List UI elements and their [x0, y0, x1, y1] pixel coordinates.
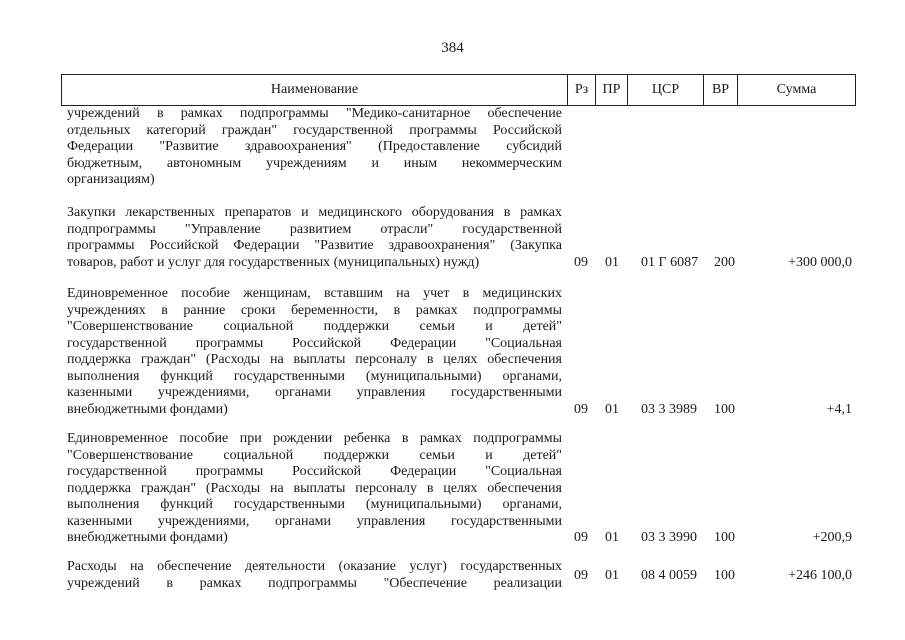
header-pr: ПР: [595, 75, 627, 105]
row-description: [67, 106, 562, 189]
cell-pr: 01: [605, 530, 619, 545]
text-line: поддержка граждан" (Расходы на выплаты персоналу в целях обеспечения: [67, 352, 562, 367]
row-description: [67, 559, 562, 592]
text-line: товаров, работ и услуг для государственных (муниципальных) нужд): [67, 254, 480, 270]
cell-csr: 01 Г 6087: [641, 254, 699, 270]
cell-sum: +200,9: [812, 530, 852, 545]
cell-rz: 09: [574, 401, 588, 417]
cell-csr: 03 3 3989: [641, 401, 697, 417]
cell-rz: 09: [574, 254, 588, 270]
text-line: "Совершенствование социальной поддержки семьи и детей": [67, 447, 562, 463]
text-line: поддержка граждан" (Расходы на выплаты персоналу в целях обеспечения: [67, 480, 562, 496]
cell-sum: +300 000,0: [788, 254, 852, 270]
text-line: учреждений в рамках подпрограммы "Обеспечение реализации: [67, 575, 562, 591]
text-line: "Совершенствование социальной поддержки семьи и детей": [67, 319, 562, 334]
text-line: казенными учреждениями, органами управления государственными: [67, 385, 562, 400]
cell-vr: 200: [714, 254, 735, 270]
cell-rz: 09: [574, 530, 588, 545]
text-line: казенными учреждениями, органами управления государственными: [67, 513, 562, 529]
row-description: [67, 286, 562, 418]
header-vr: ВР: [703, 75, 737, 105]
cell-pr: 01: [605, 568, 619, 583]
text-line: организациям): [67, 172, 155, 187]
cell-csr: 03 3 3990: [641, 530, 697, 545]
text-line: внебюджетными фондами): [67, 401, 228, 417]
cell-vr: 100: [714, 530, 735, 545]
cell-sum: +4,1: [826, 401, 852, 417]
cell-vr: 100: [714, 568, 735, 583]
text-line: учреждений в рамках подпрограммы "Медико-санитарное обеспечение: [67, 106, 562, 121]
text-line: бюджетным, автономным учреждениям и иным некоммерческим: [67, 155, 562, 171]
text-line: государственной программы Российской Федерации "Социальная: [67, 464, 562, 479]
cell-vr: 100: [714, 401, 735, 417]
text-line: отдельных категорий граждан" государственной программы Российской: [67, 122, 562, 138]
header-rz: Рз: [567, 75, 595, 105]
page-number: 384: [441, 40, 464, 56]
header-sum: Сумма: [737, 75, 855, 105]
text-line: выполнения функций государственными (муниципальными) органами,: [67, 497, 562, 512]
cell-pr: 01: [605, 254, 619, 270]
text-line: выполнения функций государственными (муниципальными) органами,: [67, 368, 562, 384]
cell-csr: 08 4 0059: [641, 568, 697, 583]
text-line: подпрограммы "Управление развитием отрасли" государственной: [67, 221, 562, 237]
row-description: [67, 431, 562, 547]
text-line: Федерации "Развитие здравоохранения" (Предоставление субсидий: [67, 139, 562, 154]
table-header: [61, 74, 856, 106]
text-line: Расходы на обеспечение деятельности (оказание услуг) государственных: [67, 559, 562, 574]
text-line: внебюджетными фондами): [67, 530, 228, 545]
text-line: программы Российской Федерации "Развитие здравоохранения" (Закупка: [67, 238, 562, 253]
cell-rz: 09: [574, 568, 588, 583]
text-line: Единовременное пособие женщинам, вставшим на учет в медицинских: [67, 286, 562, 301]
text-line: государственной программы Российской Федерации "Социальная: [67, 335, 562, 351]
header-name: Наименование: [270, 82, 359, 97]
cell-sum: +246 100,0: [788, 568, 852, 583]
text-line: учреждениях в ранние сроки беременности, в рамках подпрограммы: [67, 302, 562, 318]
text-line: Закупки лекарственных препаратов и медицинского оборудования в рамках: [67, 205, 562, 220]
cell-pr: 01: [605, 401, 619, 417]
row-description: [67, 205, 562, 271]
text-line: Единовременное пособие при рождении ребенка в рамках подпрограммы: [67, 431, 562, 446]
header-csr: ЦСР: [627, 75, 703, 105]
